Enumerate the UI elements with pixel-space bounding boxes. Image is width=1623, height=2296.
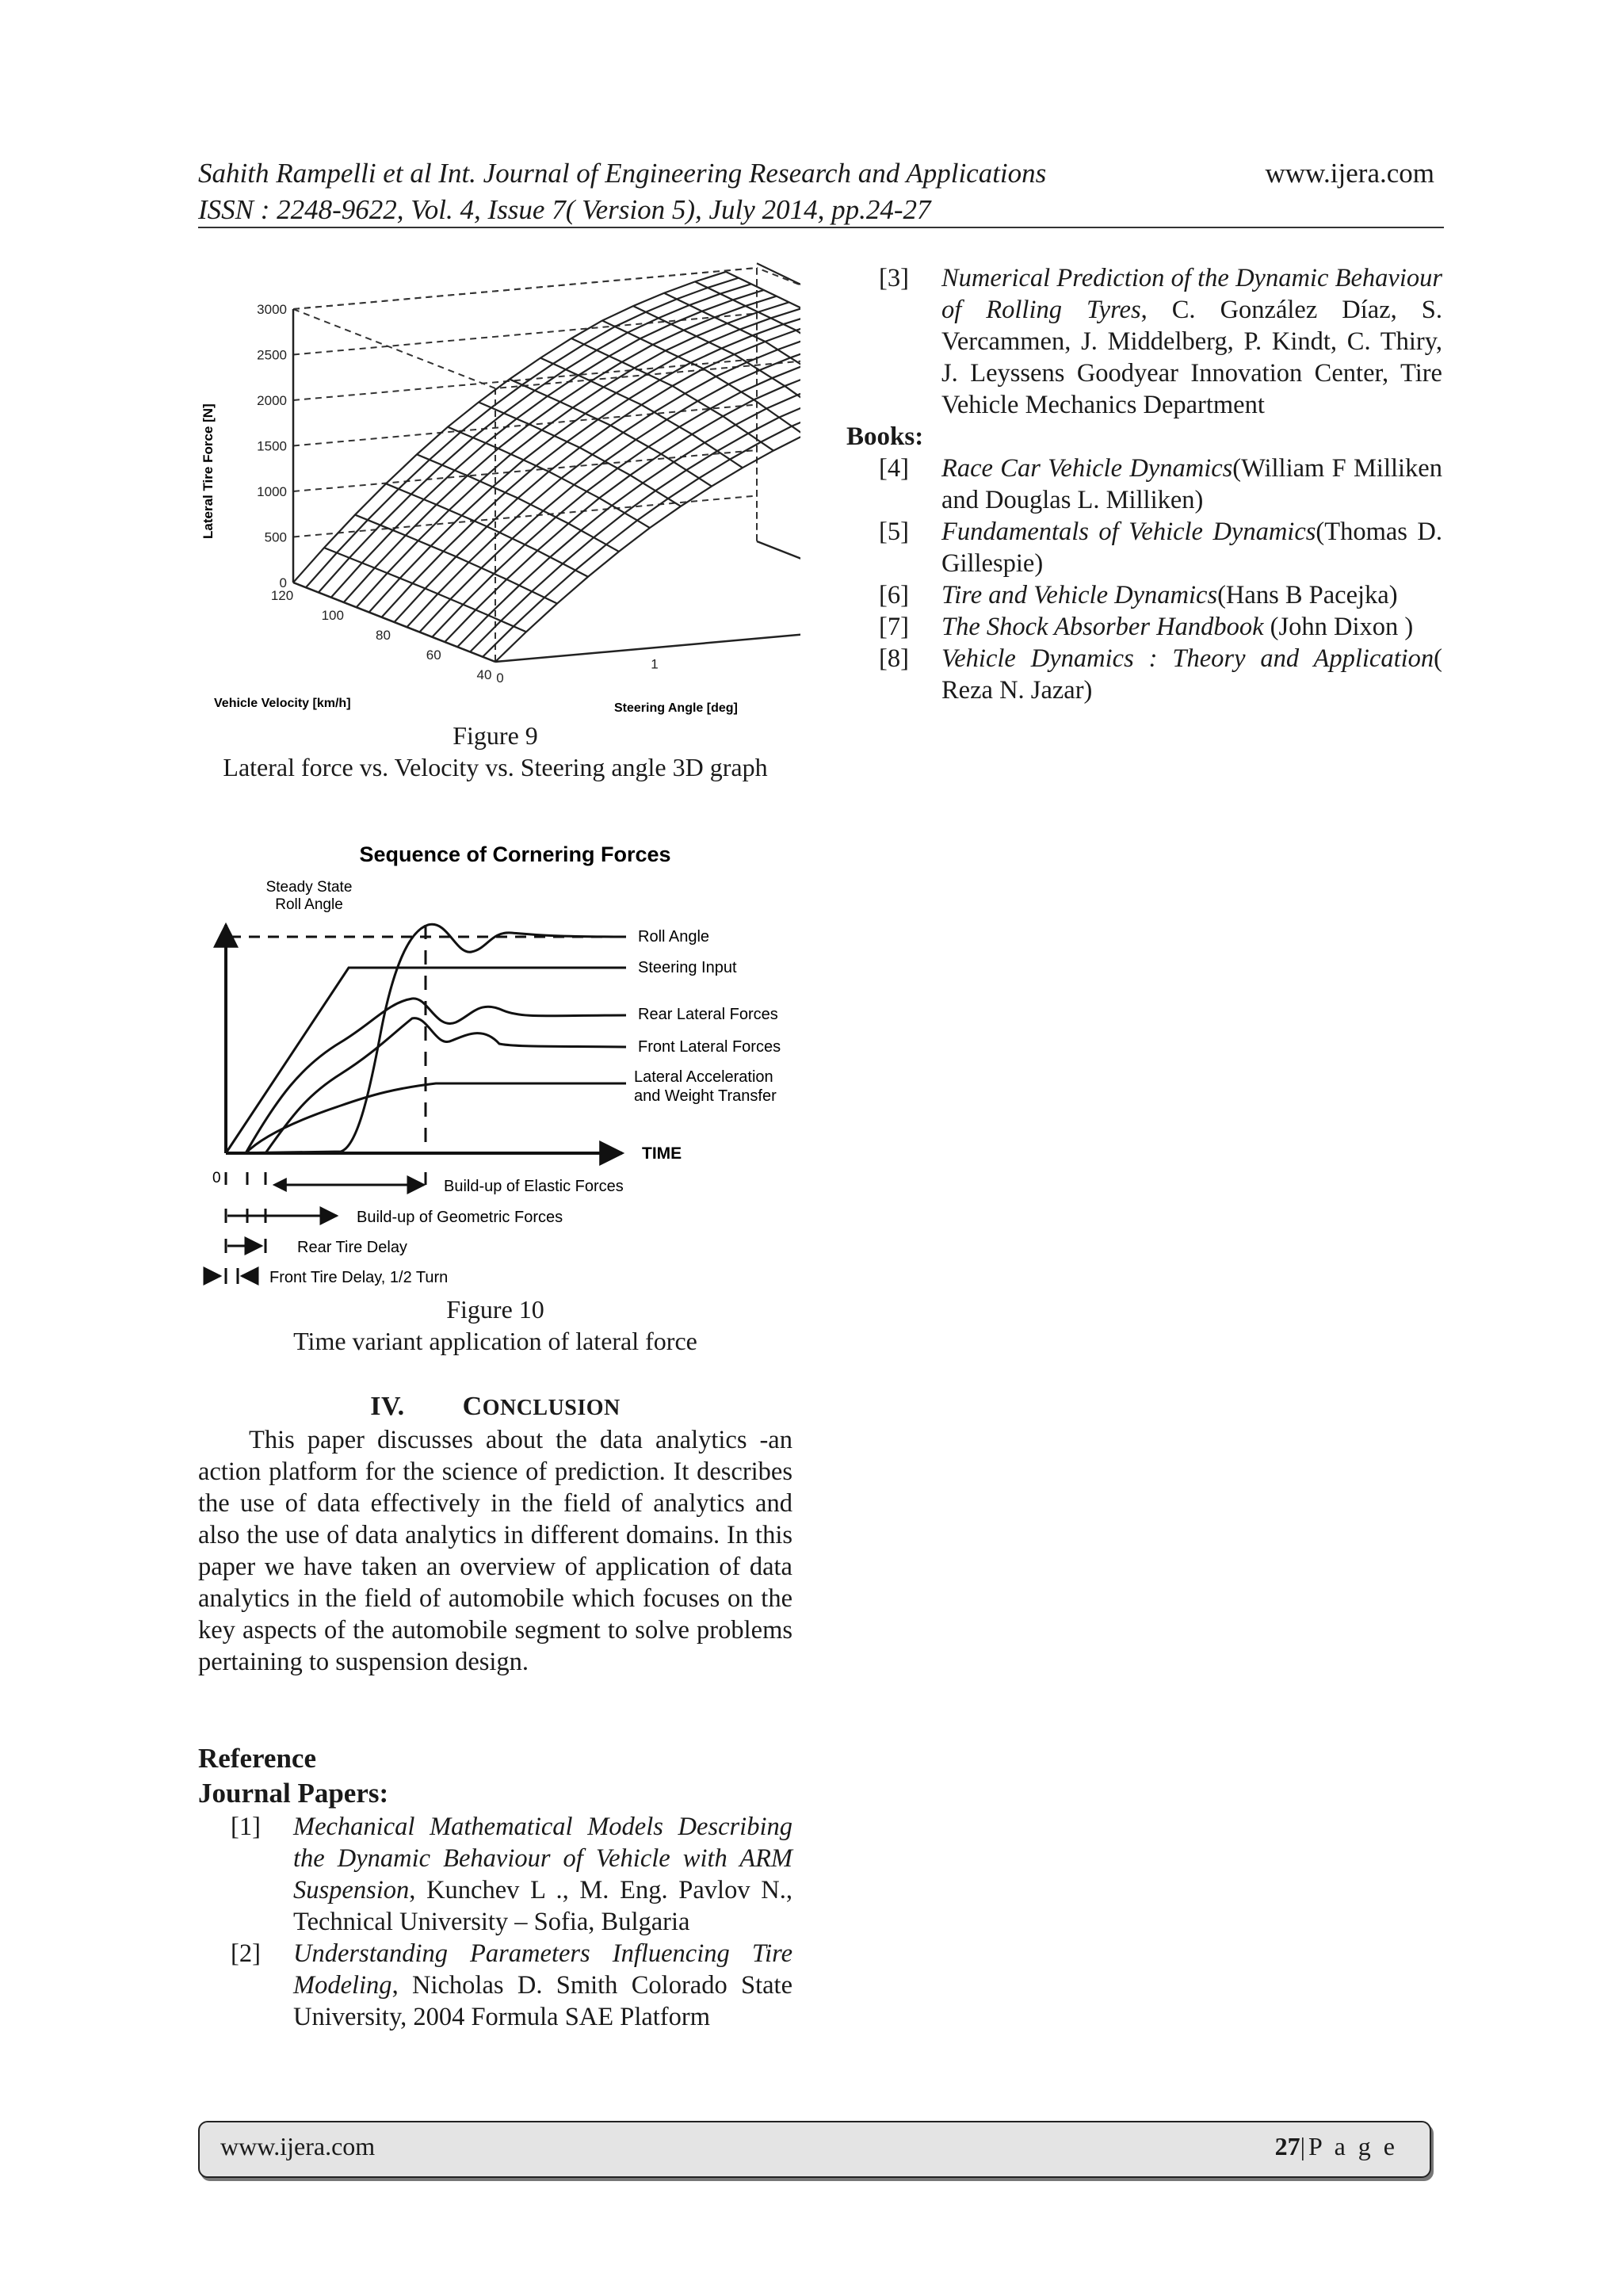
figure-10-caption: Time variant application of lateral force: [293, 1327, 697, 1355]
f9-back-grid: [293, 268, 800, 662]
f9-mesh-line-steering: [571, 338, 773, 451]
reference-item-4: [846, 453, 1442, 516]
f9-mesh-line-velocity: [331, 290, 764, 598]
ref-8-number: [8]: [879, 644, 909, 673]
reference-item-6: [846, 579, 1442, 611]
footer-page-num: 27: [1274, 2132, 1300, 2160]
ref-6-rest: (Hans B Pacejka): [1217, 581, 1398, 609]
f9-mesh-line-steering: [417, 454, 619, 552]
ref-3-rest: , C. González Díaz, S. Vercammen, J. Middelberg, P. Kindt, C. Thiry, J. Leyssens Goodyear Innovation Center, Tire Vehicle Mechanics Department: [941, 296, 1442, 419]
page-footer: [198, 2121, 1431, 2178]
conclusion-number: IV.: [370, 1392, 405, 1421]
f10-annot-geometric: Build-up of Geometric Forces: [357, 1209, 563, 1226]
f10-time-ticks: [226, 1172, 426, 1185]
ref-1-rest: , Kunchev L ., M. Eng. Pavlov N., Technical University – Sofia, Bulgaria: [293, 1876, 792, 1936]
f9-z-tick: 1000: [257, 484, 287, 499]
f9-ylabel: Steering Angle [deg]: [614, 701, 738, 715]
ref-4-title: Race Car Vehicle Dynamics: [941, 454, 1233, 483]
f10-steady-label-2: Roll Angle: [275, 896, 343, 913]
f9-z-tick: 2500: [257, 347, 287, 363]
footer-page-label: |P a g e: [1300, 2132, 1398, 2160]
ref-5-rest: (Thomas D. Gillespie): [941, 518, 1443, 578]
f9-surface-edge: [757, 263, 800, 384]
f9-surface-mesh: [293, 263, 800, 662]
footer-page-number: [1275, 2132, 1398, 2161]
ref-3-number: [3]: [879, 264, 909, 292]
f9-y-tick: 0: [496, 670, 504, 686]
f10-label-roll-angle: Roll Angle: [638, 928, 710, 946]
f10-curve-lateral-accel: [246, 1083, 626, 1153]
ref-7-rest: (John Dixon ): [1263, 613, 1414, 641]
f9-z-tick: 500: [264, 529, 287, 545]
f10-xlabel: TIME: [642, 1144, 682, 1163]
f10-title: Sequence of Cornering Forces: [359, 842, 671, 866]
header-rule: [198, 227, 1444, 228]
f10-front-delay-ticks: [226, 1268, 238, 1284]
f9-back-wall-edge: [293, 268, 757, 541]
figure-9-label: Figure 9: [453, 721, 538, 750]
f9-grid-z: [293, 405, 757, 446]
ref-8-rest: ( Reza N. Jazar): [941, 644, 1442, 705]
f10-annot-rear-delay: Rear Tire Delay: [297, 1239, 407, 1256]
f9-z-tick: 2000: [257, 393, 287, 408]
ref-2-title: Understanding Parameters Influencing Tire Modeling: [293, 1939, 792, 2000]
ref-7-number: [7]: [879, 613, 909, 641]
figure-10-caption-block: [198, 1293, 792, 1357]
conclusion-title-first: C: [462, 1392, 483, 1421]
ref-5-title: Fundamentals of Vehicle Dynamics: [941, 518, 1316, 546]
f10-curve-roll-angle: [230, 924, 626, 1153]
f9-z-tick: 0: [279, 575, 287, 590]
f10-label-weight-transfer: and Weight Transfer: [634, 1087, 777, 1105]
figure-9-surface-plot: [198, 254, 800, 729]
f9-xlabel: Vehicle Velocity [km/h]: [214, 697, 351, 710]
f10-label-lateral-accel: Lateral Acceleration: [634, 1068, 773, 1086]
f10-annot-front-delay: Front Tire Delay, 1/2 Turn: [269, 1269, 449, 1286]
reference-item-2: [198, 1938, 792, 2033]
ref-1-title: Mechanical Mathematical Models Describing the Dynamic Behaviour of Vehicle with ARM Suspension: [293, 1813, 792, 1904]
ref-1-number: [1]: [231, 1813, 261, 1841]
f9-mesh-line-velocity: [306, 278, 739, 588]
ref-6-title: Tire and Vehicle Dynamics: [941, 581, 1218, 609]
conclusion-paragraph: This paper discusses about the data analytics -an action platform for the science of prediction. It describes the use of data effectively in the field of analytics and also the use of data analytics in different domains. In this paper we have taken an overview of application of data analytics in the field of automobile which focuses on the key aspects of the automobile segment to solve problems pertaining to suspension design.: [198, 1426, 792, 1676]
f9-grid-z: [293, 268, 757, 309]
figure-10-label: Figure 10: [446, 1295, 544, 1324]
ref-4-rest: (William F Milliken and Douglas L. Milliken): [941, 454, 1442, 514]
ref-2-number: [2]: [231, 1939, 261, 1968]
ref-5-number: [5]: [879, 518, 909, 546]
header-url[interactable]: www.ijera.com: [1265, 158, 1434, 189]
f10-steady-label-1: Steady State: [265, 879, 353, 896]
conclusion-title-rest: ONCLUSION: [482, 1396, 621, 1420]
f9-x-tick: 120: [270, 588, 294, 603]
ref-2-rest: , Nicholas D. Smith Colorado State University, 2004 Formula SAE Platform: [293, 1971, 792, 2031]
reference-item-5: [846, 516, 1442, 579]
ref-6-number: [6]: [879, 581, 909, 609]
references-right: [846, 262, 1442, 706]
books-heading: Books:: [846, 422, 924, 451]
f10-annot-elastic: Build-up of Elastic Forces: [444, 1178, 624, 1195]
f9-y-tick: 1: [651, 656, 659, 672]
f9-zlabel: Lateral Tire Force [N]: [200, 403, 216, 539]
figure-9-caption-block: [198, 720, 792, 783]
reference-item-8: [846, 643, 1442, 706]
f10-label-steering-input: Steering Input: [638, 959, 737, 976]
ref-4-number: [4]: [879, 454, 909, 483]
header-citation-line: Sahith Rampelli et al Int. Journal of Engineering Research and Applications: [198, 158, 1047, 189]
references-left: [198, 1741, 792, 2033]
figure-10-cornering-forces: [198, 836, 808, 1296]
running-header: [198, 155, 1434, 228]
f10-label-rear-lateral: Rear Lateral Forces: [638, 1006, 778, 1023]
f9-grid-z: [293, 314, 757, 355]
f9-x-tick: 80: [376, 628, 391, 643]
f10-label-front-lateral: Front Lateral Forces: [638, 1038, 781, 1056]
f9-steering-axis: [495, 621, 800, 662]
f10-curve-rear-lateral: [246, 999, 626, 1153]
reference-item-7: [846, 611, 1442, 643]
ref-8-title: Vehicle Dynamics : Theory and Application: [941, 644, 1434, 673]
f10-curve-front-lateral: [265, 1018, 626, 1153]
reference-item-3: [846, 262, 1442, 421]
header-issn-line: ISSN : 2248-9622, Vol. 4, Issue 7( Version 5), July 2014, pp.24-27: [198, 194, 931, 225]
f10-origin-label: 0: [212, 1170, 221, 1186]
f9-steering-floor-edge: [757, 541, 800, 621]
conclusion-heading: [198, 1391, 792, 1424]
f9-z-tick: 1500: [257, 438, 287, 454]
reference-item-1: [198, 1811, 792, 1938]
ref-7-title: The Shock Absorber Handbook: [941, 613, 1264, 641]
f9-top-frame: [293, 268, 800, 388]
f9-z-tick: 3000: [257, 302, 287, 317]
ref-3-title: Numerical Prediction of the Dynamic Behaviour of Rolling Tyres: [941, 264, 1442, 324]
figure-9-caption: Lateral force vs. Velocity vs. Steering angle 3D graph: [223, 753, 768, 781]
f9-x-tick: 40: [476, 667, 492, 682]
journal-papers-heading: Journal Papers:: [198, 1778, 389, 1809]
f9-x-tick: 60: [426, 648, 441, 663]
conclusion-section: [198, 1391, 792, 1678]
footer-url[interactable]: www.ijera.com: [220, 2132, 376, 2160]
f9-mesh-line-velocity: [470, 372, 800, 652]
reference-heading: Reference: [198, 1743, 316, 1774]
f9-x-tick: 100: [321, 608, 344, 623]
